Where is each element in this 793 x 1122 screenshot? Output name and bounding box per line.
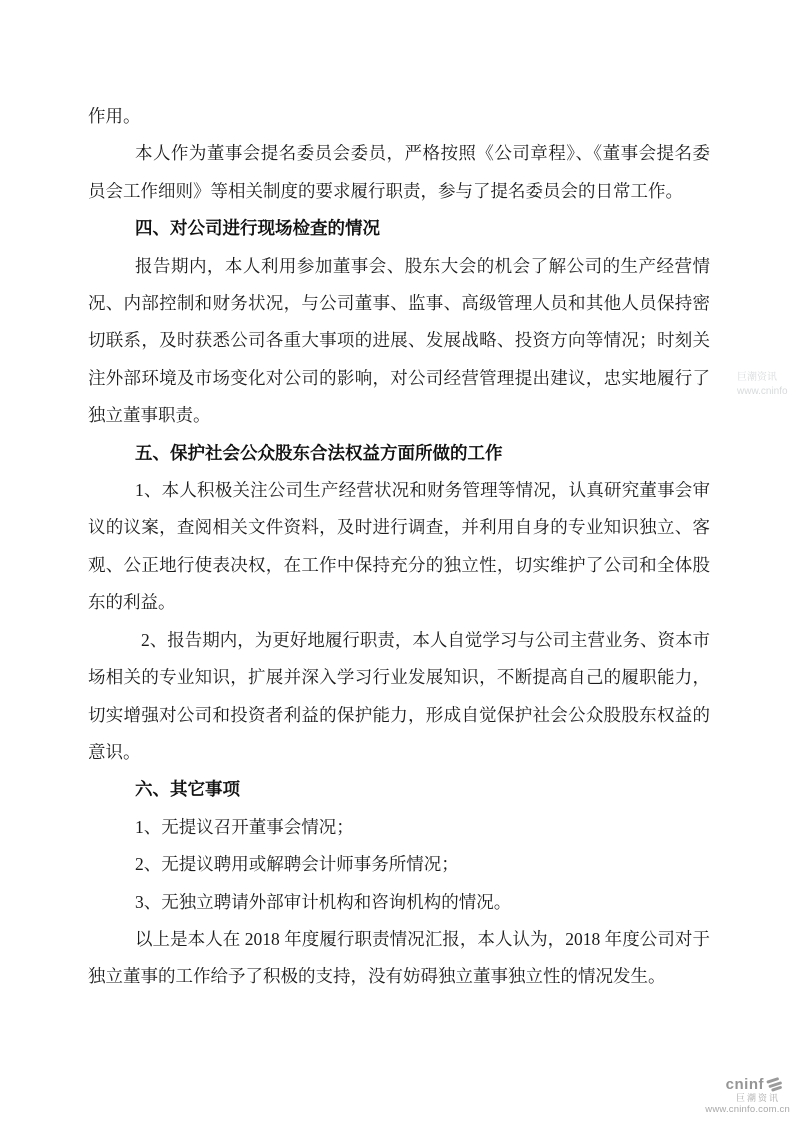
- paragraph-site-inspection: 报告期内，本人利用参加董事会、股东大会的机会了解公司的生产经营情况、内部控制和财务状况，与公司董事、监事、高级管理人员和其他人员保持密切联系，及时获悉公司各重大事项的进展、发展战略、投资方向等情况；时刻关注外部环境及市场变化对公司的影响，对公司经营管理提出建议，忠实地履行了独立董事职责。: [88, 255, 710, 426]
- document-body: [88, 98, 710, 996]
- paragraph-continuation: 作用。: [88, 106, 141, 126]
- cninfo-url: www.cninfo.com.cn: [705, 1104, 790, 1115]
- paragraph-shareholder-protection-1: 1、本人积极关注公司生产经营状况和财务管理等情况，认真研究董事会审议的议案，查阅相关文件资料，及时进行调查，并利用自身的专业知识独立、客观、公正地行使表决权，在工作中保持充分的独立性，切实维护了公司和全体股东的利益。: [88, 480, 710, 613]
- other-matters-item-3: 3、无独立聘请外部审计机构和咨询机构的情况。: [135, 891, 512, 912]
- side-watermark-name: 巨潮资讯: [737, 372, 777, 383]
- cninfo-logo: [704, 1076, 790, 1116]
- paragraph-nomination-committee: 本人作为董事会提名委员会委员，严格按照《公司章程》、《董事会提名委员会工作细则》等相关制度的要求履行职责，参与了提名委员会的日常工作。: [88, 143, 710, 201]
- other-matters-item-2: 2、无提议聘用或解聘会计师事务所情况；: [135, 854, 459, 875]
- section-heading-4: 四、对公司进行现场检查的情况: [135, 218, 380, 239]
- section-heading-5: 五、保护社会公众股东合法权益方面所做的工作: [135, 442, 503, 463]
- side-watermark-url: www.cninfo: [737, 386, 788, 397]
- cninfo-side-watermark: [737, 371, 788, 399]
- paragraph-shareholder-protection-2: 2、报告期内，为更好地履行职责，本人自觉学习与公司主营业务、资本市场相关的专业知识，扩展并深入学习行业发展知识，不断提高自己的履职能力，切实增强对公司和投资者利益的保护能力，形成自觉保护社会公众股股东权益的意识。: [88, 629, 710, 762]
- paragraph-conclusion: 以上是本人在 2018 年度履行职责情况汇报，本人认为，2018 年度公司对于独立董事的工作给予了积极的支持，没有妨碍独立董事独立性的情况发生。: [88, 928, 710, 987]
- cninfo-brand-row: [704, 1076, 790, 1093]
- cninfo-chinese-name: 巨潮资讯: [735, 1093, 780, 1103]
- section-heading-6: 六、其它事项: [135, 779, 240, 800]
- cninfo-brand-text: cninf: [725, 1075, 764, 1093]
- cninfo-swirl-icon: [765, 1076, 784, 1093]
- other-matters-item-1: 1、无提议召开董事会情况；: [135, 816, 354, 837]
